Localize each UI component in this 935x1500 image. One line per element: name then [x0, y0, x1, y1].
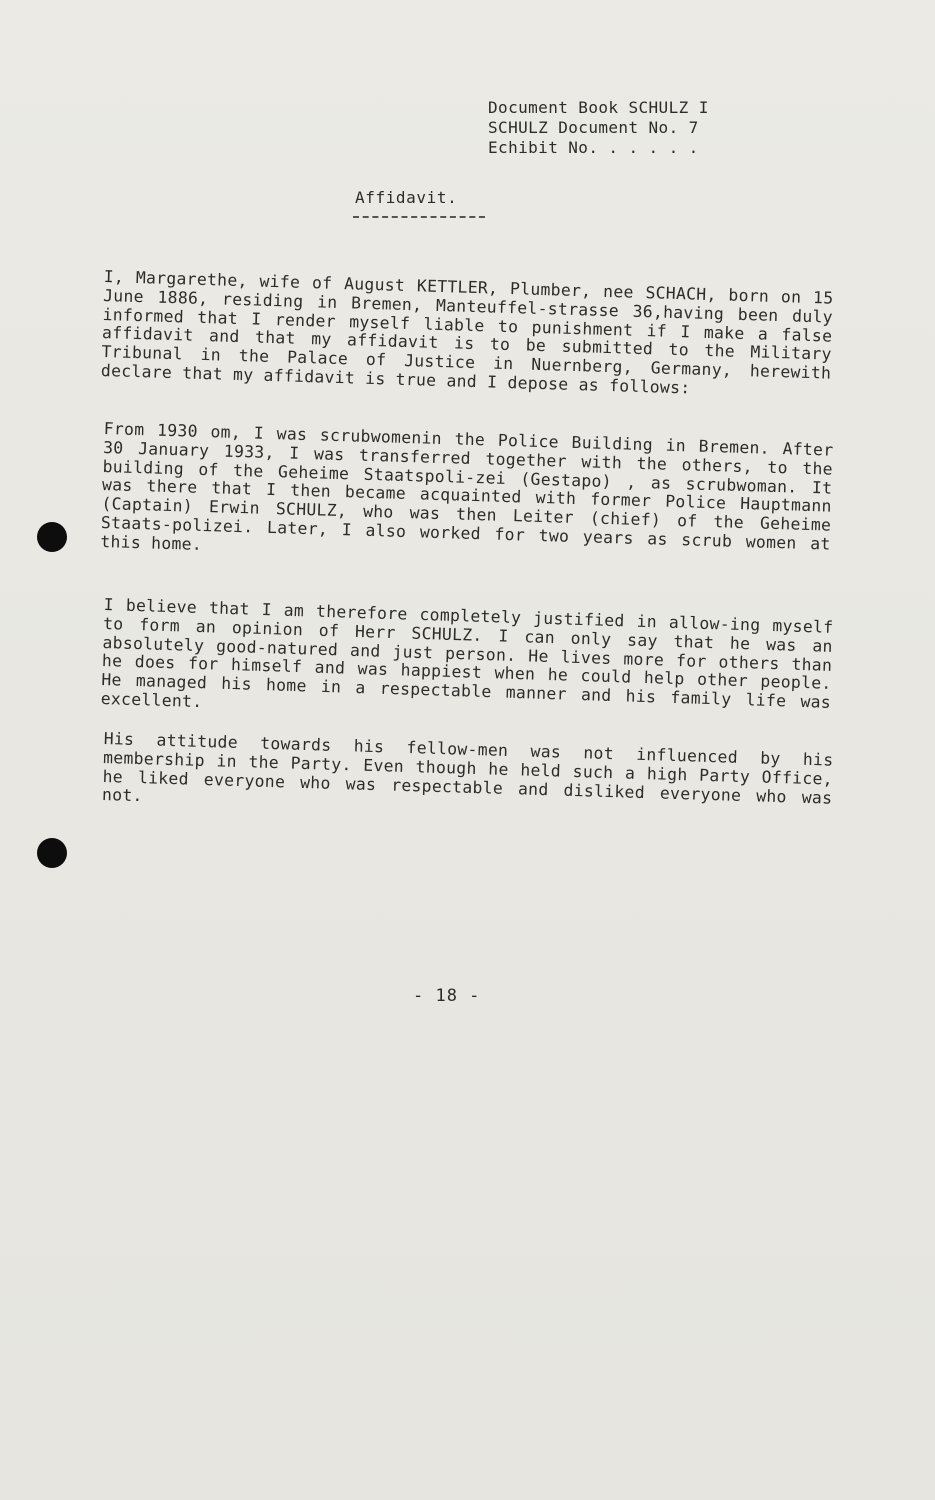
header-line-3: Echibit No. . . . . . — [488, 138, 699, 157]
header-line-2: SCHULZ Document No. 7 — [488, 118, 699, 137]
page-number: - 18 - — [413, 986, 481, 1006]
paragraph-declaration: I, Margarethe, wife of August KETTLER, Plumber, nee SCHACH, born on 15 June 1886, residing in Bremen, Manteuffel-strasse 36,having been duly informed that I render myself liable to punishment if I make a false affidavit and that my affidavit is to be submitted to the Military Tribunal in the Palace of Justice in Nuernberg, Germany, herewith declare that my affidavit is true and I depose as follows: — [100, 267, 834, 398]
header-line-1: Document Book SCHULZ I — [488, 98, 709, 117]
document-reference — [488, 98, 709, 158]
punch-hole-top — [37, 522, 67, 552]
paragraph-employment: From 1930 om, I was scrubwomenin the Police Building in Bremen. After 30 January 1933, I was transferred together with the others, to the building of the Geheime Staatspoli-zei (Gestapo) , as scrubwoman. It was there that I then became acquainted with former Police Hauptmann (Captain) Erwin SCHULZ, who was then Leiter (chief) of the Geheime Staats-polizei. Later, I also worked for two years as scrub women at this home. — [100, 419, 834, 554]
punch-hole-bottom — [37, 838, 67, 868]
title-underline — [353, 216, 485, 218]
paragraph-character: I believe that I am therefore completely justified in allow-ing myself to form an opinion of Herr SCHULZ. I can only say that he was an absolutely good-natured and just person. He lives more for others than he does for himself and was happiest when he could help other people. He managed his home in a respectable manner and his family life was excellent. — [100, 595, 834, 713]
page-title: Affidavit. — [355, 188, 458, 207]
paragraph-attitude: His attitude towards his fellow-men was not influenced by his membership in the Party. Even though he held such a high Party Office, he liked everyone who was respectable and disliked everyone who was not. — [101, 729, 834, 808]
